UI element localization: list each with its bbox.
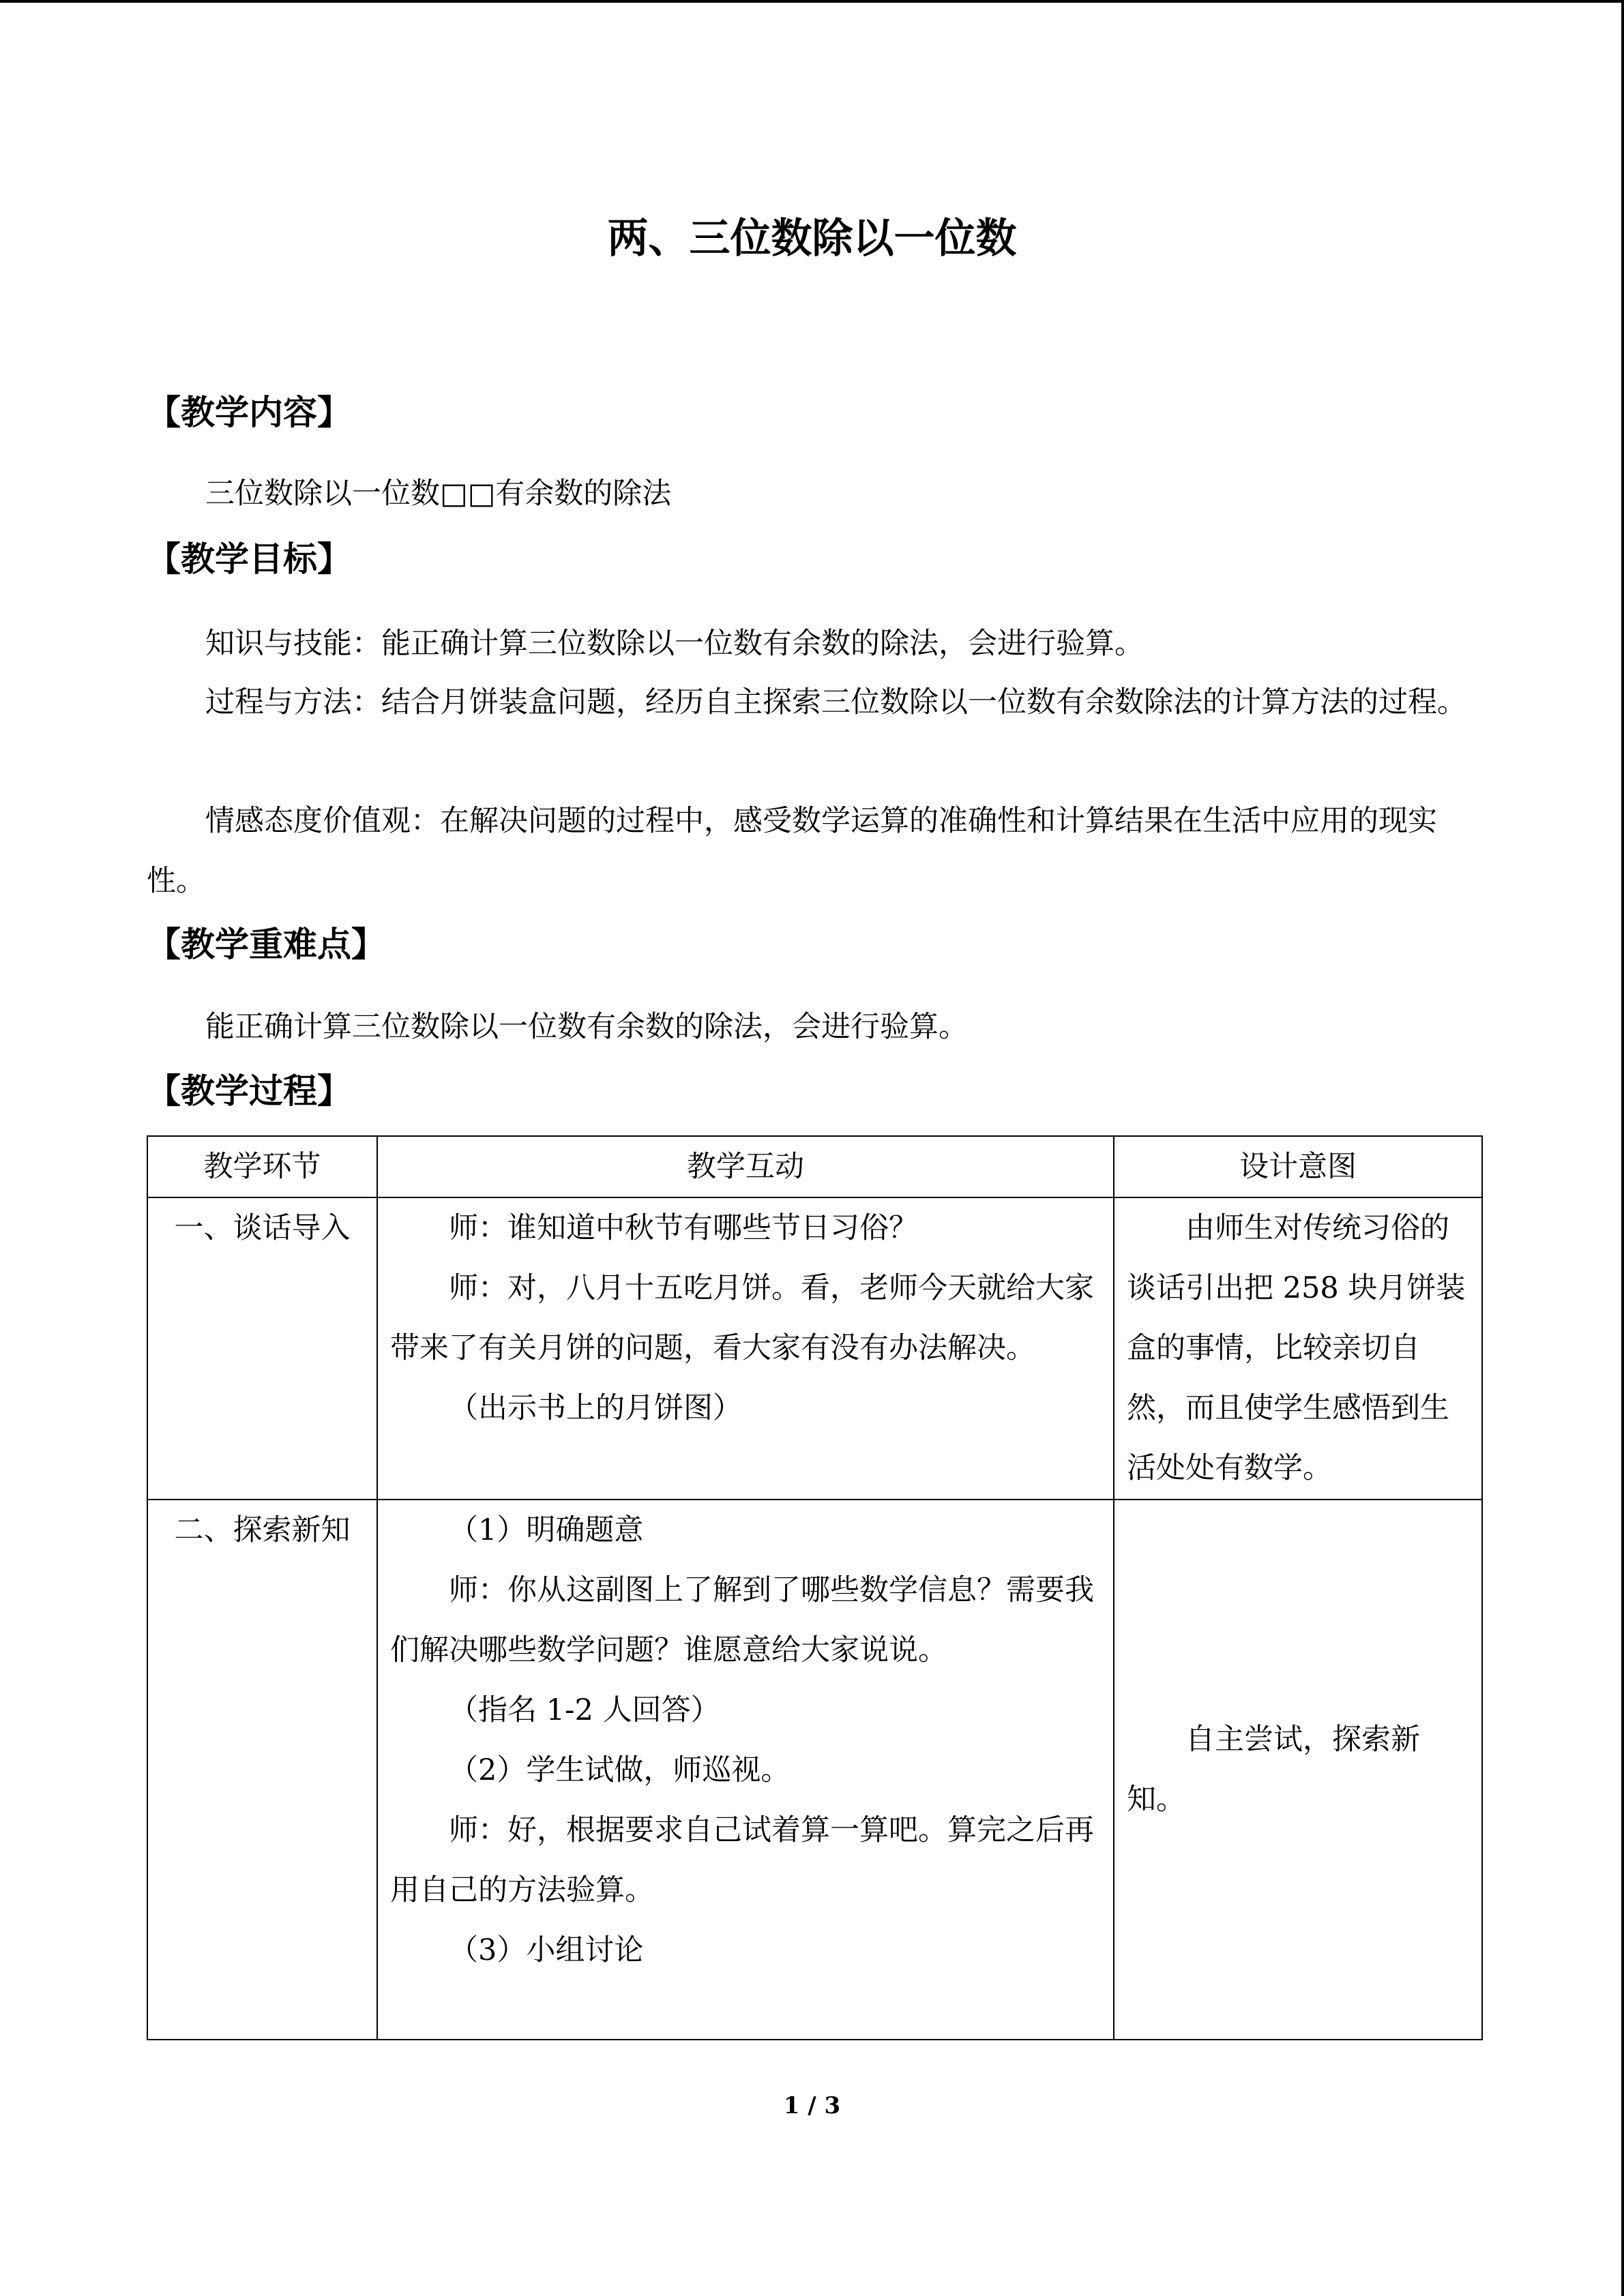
- table-header-row: [147, 1136, 1482, 1197]
- row2-stage: 二、探索新知: [147, 1500, 377, 2040]
- row2-line: （指名 1-2 人回答）: [449, 1693, 720, 1727]
- heading-key-points: 【教学重难点】: [147, 925, 385, 964]
- heading-teaching-content: 【教学内容】: [147, 393, 351, 432]
- row2-line: 师：你从这副图上了解到了哪些数学信息？需要我们解决哪些数学问题？谁愿意给大家说说。: [390, 1573, 1094, 1667]
- header-stage: 教学环节: [147, 1136, 377, 1197]
- heading-teaching-goals: 【教学目标】: [147, 539, 351, 579]
- goal-knowledge: 知识与技能：能正确计算三位数除以一位数有余数的除法，会进行验算。: [205, 627, 1144, 661]
- row2-interaction: [377, 1500, 1114, 2040]
- goal-attitude: 情感态度价值观：在解决问题的过程中，感受数学运算的准确性和计算结果在生活中应用的现实性。: [147, 804, 1437, 898]
- row1-intent-text: 由师生对传统习俗的谈话引出把 258 块月饼装盒的事情，比较亲切自然，而且使学生感悟到生活处处有数学。: [1127, 1211, 1466, 1485]
- row2-intent-text: 自主尝试，探索新知。: [1127, 1723, 1420, 1817]
- key-points-text: 能正确计算三位数除以一位数有余数的除法，会进行验算。: [205, 1010, 968, 1044]
- header-intent: 设计意图: [1114, 1136, 1482, 1197]
- heading-teaching-process: 【教学过程】: [147, 1071, 351, 1111]
- row1-intent: [1114, 1197, 1482, 1500]
- page-border-right: [1621, 0, 1624, 2296]
- row1-line: （出示书上的月饼图）: [449, 1391, 742, 1425]
- header-interaction: 教学互动: [377, 1136, 1114, 1197]
- row1-line: 师：谁知道中秋节有哪些节日习俗？: [449, 1211, 918, 1245]
- row2-intent: [1114, 1500, 1482, 2040]
- row1-interaction: [377, 1197, 1114, 1500]
- goal-process: 过程与方法：结合月饼装盒问题，经历自主探索三位数除以一位数有余数除法的计算方法的过程。: [205, 685, 1466, 719]
- table-row: [147, 1197, 1482, 1500]
- row1-stage: 一、谈话导入: [147, 1197, 377, 1500]
- teaching-content-text: 三位数除以一位数□□有余数的除法: [205, 477, 672, 511]
- row2-line: （3）小组讨论: [449, 1933, 644, 1967]
- document-title: 两、三位数除以一位数: [607, 215, 1017, 263]
- page-border-top: [0, 0, 1624, 3]
- row1-line: 师：对，八月十五吃月饼。看，老师今天就给大家带来了有关月饼的问题，看大家有没有办法解决。: [390, 1271, 1094, 1365]
- teaching-process-table: [147, 1135, 1483, 2040]
- page-number: 1 / 3: [783, 2092, 841, 2119]
- row2-line: 师：好，根据要求自己试着算一算吧。算完之后再用自己的方法验算。: [390, 1813, 1094, 1907]
- table-row: [147, 1500, 1482, 2040]
- row2-line: （1）明确题意: [449, 1513, 644, 1547]
- row2-line: （2）学生试做，师巡视。: [449, 1753, 791, 1787]
